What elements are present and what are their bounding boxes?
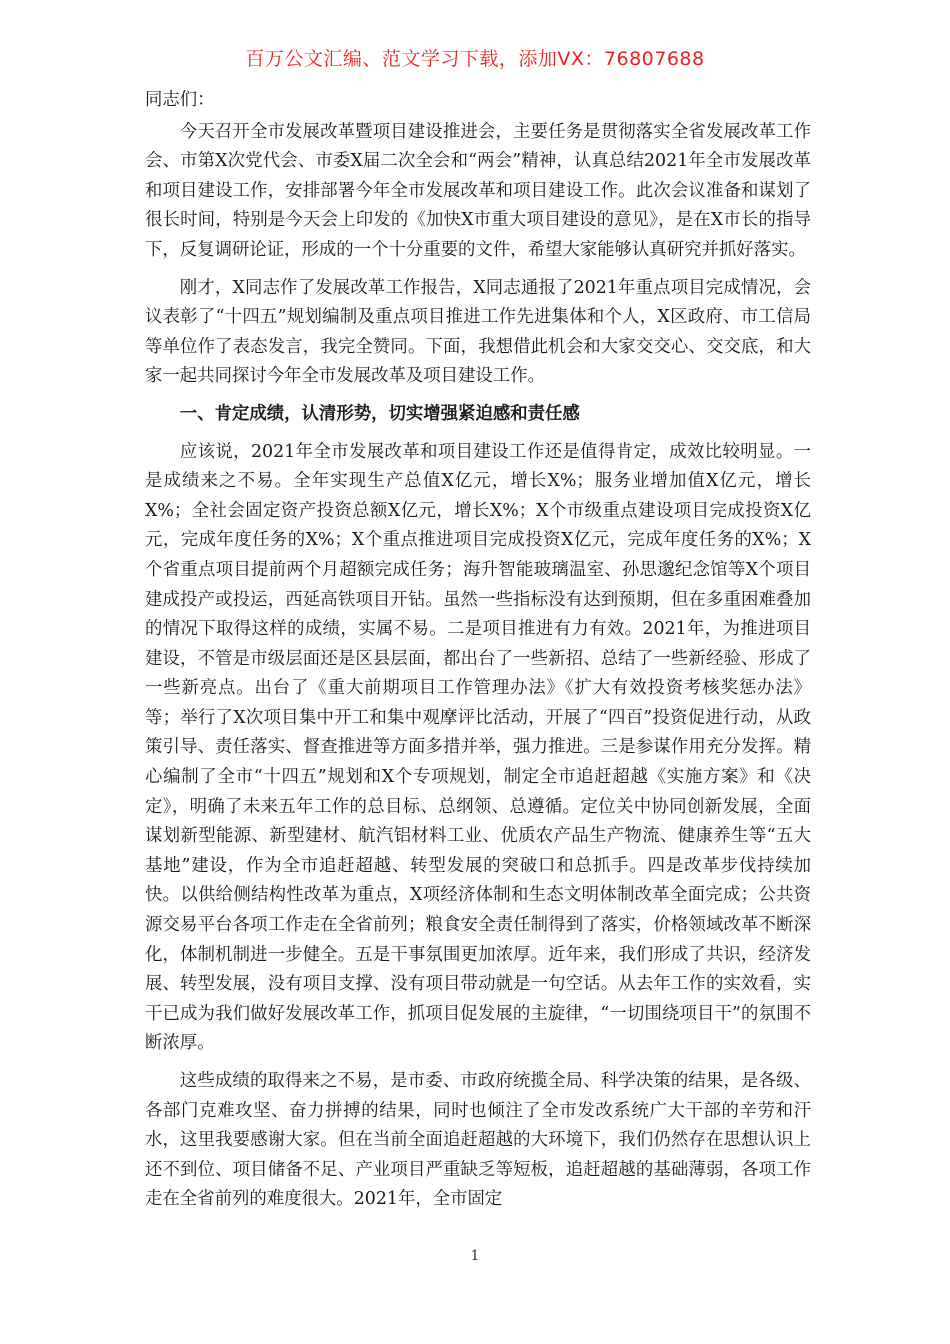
paragraph-challenges: 这些成绩的取得来之不易，是市委、市政府统揽全局、科学决策的结果，是各级、各部门克难攻坚、奋力拼搏的结果，同时也倾注了全市发改系统广大干部的辛劳和汗水，这里我要感谢大家。但在当前全面追赶超越的大环境下，我们仍然存在思想认识上还不到位、项目储备不足、产业项目严重缺乏等短板，追赶超越的基础薄弱，各项工作走在全省前列的难度很大。2021年，全市固定 [145, 1071, 811, 1210]
paragraph-remarks: 刚才，X同志作了发展改革工作报告，X同志通报了2021年重点项目完成情况，会议表彰了“十四五”规划编制及重点项目推进工作先进集体和个人，X区政府、市工信局等单位作了表态发言，我完全赞同。下面，我想借此机会和大家交交心、交交底，和大家一起共同探讨今年全市发展改革及项目建设工作。 [145, 277, 811, 387]
document-body [145, 86, 811, 1223]
section-heading: 一、肯定成绩，认清形势，切实增强紧迫感和责任感 [179, 403, 580, 424]
salutation: 同志们： [145, 90, 215, 110]
page-number: 1 [470, 1248, 480, 1264]
paragraph-opening: 今天召开全市发展改革暨项目建设推进会，主要任务是贯彻落实全省发展改革工作会、市第X次党代会、市委X届二次全会和“两会”精神，认真总结2021年全市发展改革和项目建设工作，安排部署今年全市发展改革和项目建设工作。此次会议准备和谋划了很长时间，特别是今天会上印发的《加快X市重大项目建设的意见》，是在X市长的指导下，反复调研论证，形成的一个十分重要的文件，希望大家能够认真研究并抓好落实。 [145, 121, 811, 260]
header-banner: 百万公文汇编、范文学习下载，添加VX：76807688 [245, 48, 705, 70]
paragraph-achievements: 应该说，2021年全市发展改革和项目建设工作还是值得肯定，成效比较明显。一是成绩来之不易。全年实现生产总值X亿元，增长X%；服务业增加值X亿元，增长X%；全社会固定资产投资总额X亿元，增长X%；X个市级重点建设项目完成投资X亿元，完成年度任务的X%；X个重点推进项目完成投资X亿元，完成年度任务的X%；X个省重点项目提前两个月超额完成任务；海升智能玻璃温室、孙思邈纪念馆等X个项目建成投产或投运，西延高铁项目开钻。虽然一些指标没有达到预期，但在多重困难叠加的情况下取得这样的成绩，实属不易。二是项目推进有力有效。2021年，为推进项目建设，不管是市级层面还是区县层面，都出台了一些新招、总结了一些新经验、形成了一些新亮点。出台了《重大前期项目工作管理办法》《扩大有效投资考核奖惩办法》等；举行了X次项目集中开工和集中观摩评比活动，开展了“四百”投资促进行动，从政策引导、责任落实、督查推进等方面多措并举，强力推进。三是参谋作用充分发挥。精心编制了全市“十四五”规划和X个专项规划，制定全市追赶超越《实施方案》和《决定》，明确了未来五年工作的总目标、总纲领、总遵循。定位关中协同创新发展，全面谋划新型能源、新型建材、航汽铝材料工业、优质农产品生产物流、健康养生等“五大基地”建设，作为全市追赶超越、转型发展的突破口和总抓手。四是改革步伐持续加快。以供给侧结构性改革为重点，X项经济体制和生态文明体制改革全面完成；公共资源交易平台各项工作走在全省前列；粮食安全责任制得到了落实，价格领域改革不断深化，体制机制进一步健全。五是干事氛围更加浓厚。近年来，我们形成了共识，经济发展、转型发展，没有项目支撑、没有项目带动就是一句空话。从去年工作的实效看，实干已成为我们做好发展改革工作，抓项目促发展的主旋律，“一切围绕项目干”的氛围不断浓厚。 [145, 441, 811, 1054]
